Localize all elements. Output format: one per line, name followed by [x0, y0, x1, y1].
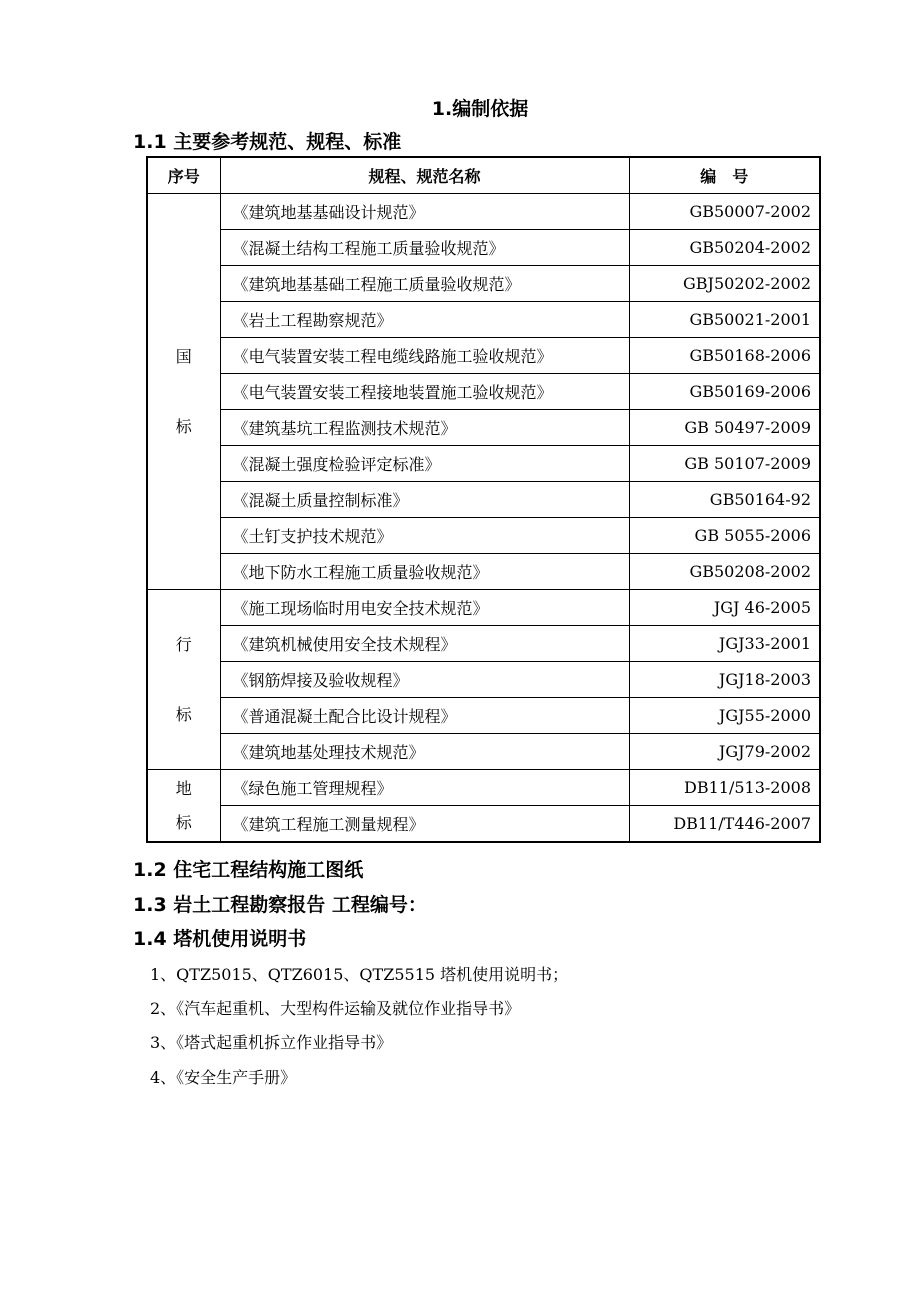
standard-code: JGJ18-2003: [629, 662, 820, 698]
list-item: 1、QTZ5015、QTZ6015、QTZ5515 塔机使用说明书；: [150, 965, 569, 984]
table-row: [147, 698, 820, 734]
document-title: 1.编制依据: [431, 98, 529, 120]
standard-code: GB50168-2006: [629, 338, 820, 374]
table-row: [147, 194, 820, 230]
standard-name: 《建筑地基基础工程施工质量验收规范》: [220, 266, 629, 302]
standard-name: 《电气装置安装工程接地装置施工验收规范》: [220, 374, 629, 410]
category-label: 国: [175, 346, 192, 366]
table-row: [147, 482, 820, 518]
category-industry: [147, 590, 220, 770]
table-row: [147, 230, 820, 266]
table-row: [147, 590, 820, 626]
table-row: [147, 410, 820, 446]
standard-code: GB50164-92: [629, 482, 820, 518]
table-row: [147, 626, 820, 662]
category-label: 地: [175, 778, 192, 798]
standard-code: JGJ33-2001: [629, 626, 820, 662]
category-label: 标: [175, 704, 192, 724]
header-seq: 序号: [147, 157, 220, 194]
standard-code: GB50007-2002: [629, 194, 820, 230]
table-row: [147, 302, 820, 338]
standard-code: GB50021-2001: [629, 302, 820, 338]
list-item: 4、《安全生产手册》: [150, 1068, 297, 1087]
category-local: [147, 770, 220, 843]
standard-code: GB50208-2002: [629, 554, 820, 590]
standard-name: 《建筑地基基础设计规范》: [220, 194, 629, 230]
standard-code: GB 50107-2009: [629, 446, 820, 482]
section-heading-1-2: 1.2 住宅工程结构施工图纸: [133, 859, 364, 881]
table-row: [147, 662, 820, 698]
section-heading-1-3: 1.3 岩土工程勘察报告 工程编号：: [133, 894, 427, 916]
header-name: 规程、规范名称: [220, 157, 629, 194]
standard-name: 《混凝土强度检验评定标准》: [220, 446, 629, 482]
category-label: 标: [175, 416, 192, 436]
standard-code: DB11/513-2008: [629, 770, 820, 806]
table-row: [147, 734, 820, 770]
category-national: [147, 194, 220, 590]
section-heading-1-1: 1.1 主要参考规范、规程、标准: [133, 131, 402, 153]
standard-name: 《施工现场临时用电安全技术规范》: [220, 590, 629, 626]
standard-name: 《电气装置安装工程电缆线路施工验收规范》: [220, 338, 629, 374]
standard-code: GB 50497-2009: [629, 410, 820, 446]
list-item: 3、《塔式起重机拆立作业指导书》: [150, 1033, 393, 1052]
standard-name: 《普通混凝土配合比设计规程》: [220, 698, 629, 734]
table-row: [147, 806, 820, 843]
standard-name: 《地下防水工程施工质量验收规范》: [220, 554, 629, 590]
standard-code: GB50169-2006: [629, 374, 820, 410]
table-header-row: [147, 157, 820, 194]
standard-code: GB 5055-2006: [629, 518, 820, 554]
standard-name: 《岩土工程勘察规范》: [220, 302, 629, 338]
table-row: [147, 338, 820, 374]
standard-code: JGJ79-2002: [629, 734, 820, 770]
header-code: 编 号: [629, 157, 820, 194]
table-row: [147, 518, 820, 554]
table-row: [147, 374, 820, 410]
table-row: [147, 770, 820, 806]
standard-code: DB11/T446-2007: [629, 806, 820, 843]
category-label: 行: [175, 634, 192, 654]
standard-name: 《建筑工程施工测量规程》: [220, 806, 629, 843]
table-row: [147, 554, 820, 590]
list-item: 2、《汽车起重机、大型构件运输及就位作业指导书》: [150, 999, 521, 1018]
table-row: [147, 446, 820, 482]
standard-code: JGJ55-2000: [629, 698, 820, 734]
standard-name: 《钢筋焊接及验收规程》: [220, 662, 629, 698]
standard-code: GB50204-2002: [629, 230, 820, 266]
standard-name: 《绿色施工管理规程》: [220, 770, 629, 806]
category-label: 标: [175, 812, 192, 832]
table-row: [147, 266, 820, 302]
standard-name: 《混凝土结构工程施工质量验收规范》: [220, 230, 629, 266]
standards-table: [146, 156, 821, 843]
standard-code: JGJ 46-2005: [629, 590, 820, 626]
standard-code: GBJ50202-2002: [629, 266, 820, 302]
section-heading-1-4: 1.4 塔机使用说明书: [133, 928, 307, 950]
standard-name: 《土钉支护技术规范》: [220, 518, 629, 554]
standard-name: 《建筑地基处理技术规范》: [220, 734, 629, 770]
standard-name: 《建筑机械使用安全技术规程》: [220, 626, 629, 662]
standard-name: 《建筑基坑工程监测技术规范》: [220, 410, 629, 446]
standard-name: 《混凝土质量控制标准》: [220, 482, 629, 518]
